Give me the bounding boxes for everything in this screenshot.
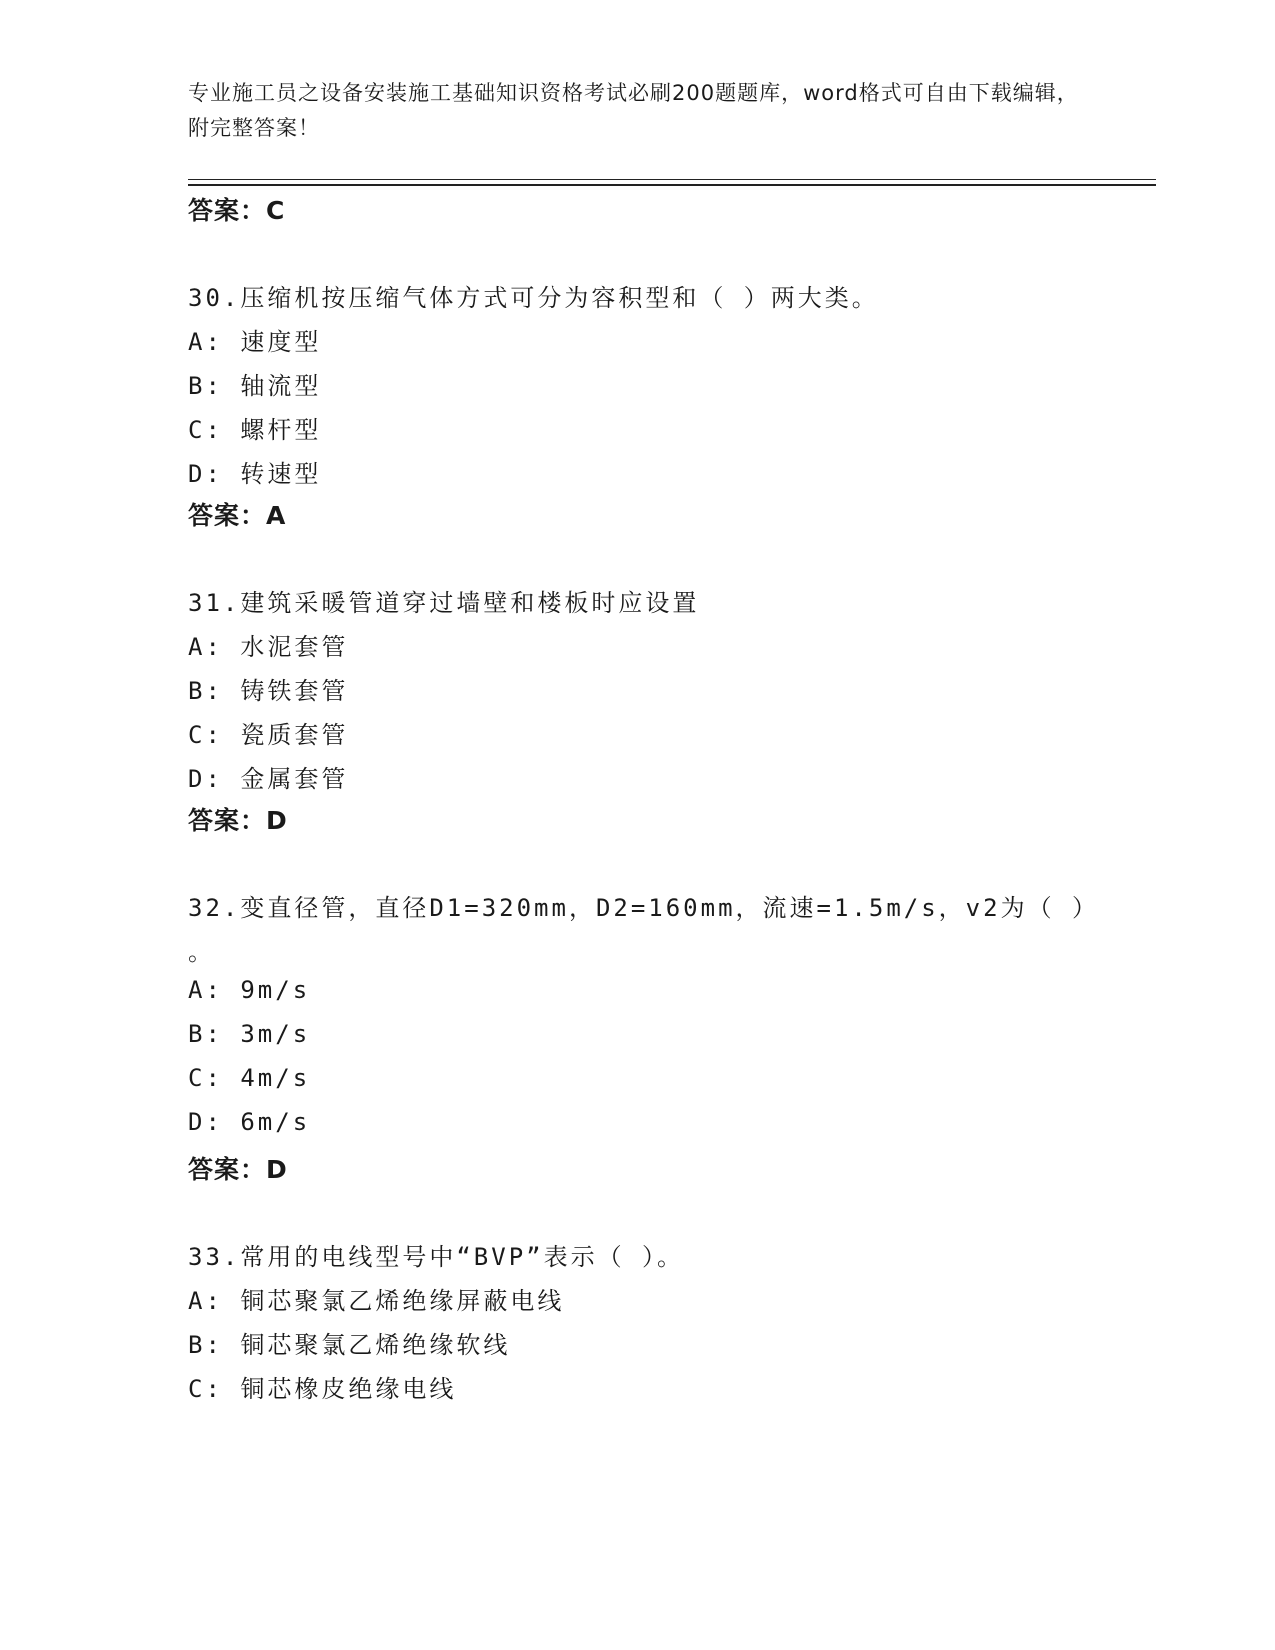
- option-b: B: 3m/s: [188, 1020, 311, 1048]
- question-stem-33: 33.常用的电线型号中“BVP”表示（ ）。: [188, 1243, 685, 1271]
- option-b: B: 铜芯聚氯乙烯绝缘软线: [188, 1331, 511, 1359]
- answer-line: 答案：D: [188, 1155, 288, 1184]
- option-b: B: 铸铁套管: [188, 677, 349, 705]
- question-stem-31: 31.建筑采暖管道穿过墙壁和楼板时应设置: [188, 589, 700, 617]
- option-a: A: 9m/s: [188, 976, 311, 1004]
- option-c: C: 螺杆型: [188, 416, 322, 444]
- option-d: D: 6m/s: [188, 1108, 311, 1136]
- header-divider-thick: [188, 184, 1156, 186]
- question-stem-30: 30.压缩机按压缩气体方式可分为容积型和（ ）两大类。: [188, 284, 879, 312]
- option-d: D: 转速型: [188, 460, 322, 488]
- option-c: C: 4m/s: [188, 1064, 311, 1092]
- option-a: A: 铜芯聚氯乙烯绝缘屏蔽电线: [188, 1287, 565, 1315]
- question-stem-32: 32.变直径管，直径D1=320mm，D2=160mm，流速=1.5m/s，v2为（ ）: [188, 894, 1100, 922]
- answer-line: 答案：D: [188, 806, 288, 835]
- option-d: D: 金属套管: [188, 765, 349, 793]
- option-a: A: 水泥套管: [188, 633, 349, 661]
- option-a: A: 速度型: [188, 328, 322, 356]
- answer-line: 答案：C: [188, 196, 286, 225]
- answer-line: 答案：A: [188, 501, 287, 530]
- option-b: B: 轴流型: [188, 372, 322, 400]
- option-c: C: 瓷质套管: [188, 721, 349, 749]
- question-stem-32-continuation: 。: [188, 938, 215, 966]
- option-c: C: 铜芯橡皮绝缘电线: [188, 1375, 457, 1403]
- document-header: 专业施工员之设备安装施工基础知识资格考试必刷200题题库，word格式可自由下载编辑，附完整答案！: [188, 81, 1079, 140]
- header-divider-thin: [188, 179, 1156, 180]
